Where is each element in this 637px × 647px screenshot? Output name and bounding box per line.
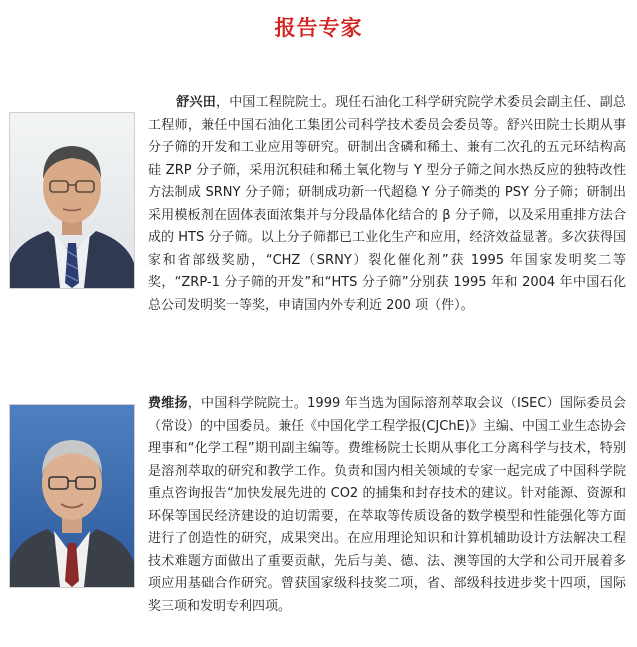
expert-bio-shu-xingtian xyxy=(12,92,626,317)
expert-description: ，中国工程院院士。现任石油化工科学研究院学术委员会副主任、副总工程师，兼任中国石油化工集团公司科学技术委员会委员等。舒兴田院士长期从事分子筛的开发和工业应用等研究。研制出含磷和稀土、兼有二次孔的五元环结构高硅 ZRP 分子筛，采用沉积硅和稀土氧化物与 Y 型分子筛之间水热反应的独特改性方法制成 SRNY 分子筛；研制成功新一代超稳 Y 分子筛类的 PSY 分子筛；研制出采用模板剂在固体表面浓集并与分段晶体化结合的 β 分子筛，以及采用重排方法合成的 HTS 分子筛。以上分子筛都已工业化生产和应用，经济效益显著。多次获得国家和省部级奖励，“CHZ（SRNY）裂化催化剂”获 1995 年国家发明奖二等奖，“ZRP-1 分子筛的开发”和“HTS 分子筛”分别获 1995 年和 2004 年中国石化总公司发明奖一等奖，申请国内外专利近 200 项（件）。 xyxy=(148,95,626,313)
expert-name: 费维扬 xyxy=(148,396,188,411)
expert-description: ，中国科学院院士。1999 年当选为国际溶剂萃取会议（ISEC）国际委员会（常设）的中国委员。兼任《中国化学工程学报(CJChE)》主编、中国工业生态协会理事和“化学工程”期刊副主编等。费维杨院士长期从事化工分离科学与技术，特别是溶剂萃取的研究和教学工作。负责和国内相关领域的专家一起完成了中国科学院重点咨询报告“加快发展先进的 CO2 的捕集和封存技术的建议。针对能源、资源和环保等国民经济建设的迫切需要，在萃取等传质设备的数学模型和性能强化等方面进行了创造性的研究，成果突出。在应用理论知识和计算机辅助设计方法解决工程技术难题方面做出了重要贡献，先后与美、德、法、澳等国的大学和公司开展着多项应用基础合作研究。曾获国家级科技奖二项，省、部级科技进步奖十四项，国际奖三项和发明专利四项。 xyxy=(148,396,626,614)
expert-bio-fei-weiyang xyxy=(12,393,626,618)
expert-name: 舒兴田 xyxy=(176,95,216,110)
page-title: 报告专家 xyxy=(274,15,363,40)
